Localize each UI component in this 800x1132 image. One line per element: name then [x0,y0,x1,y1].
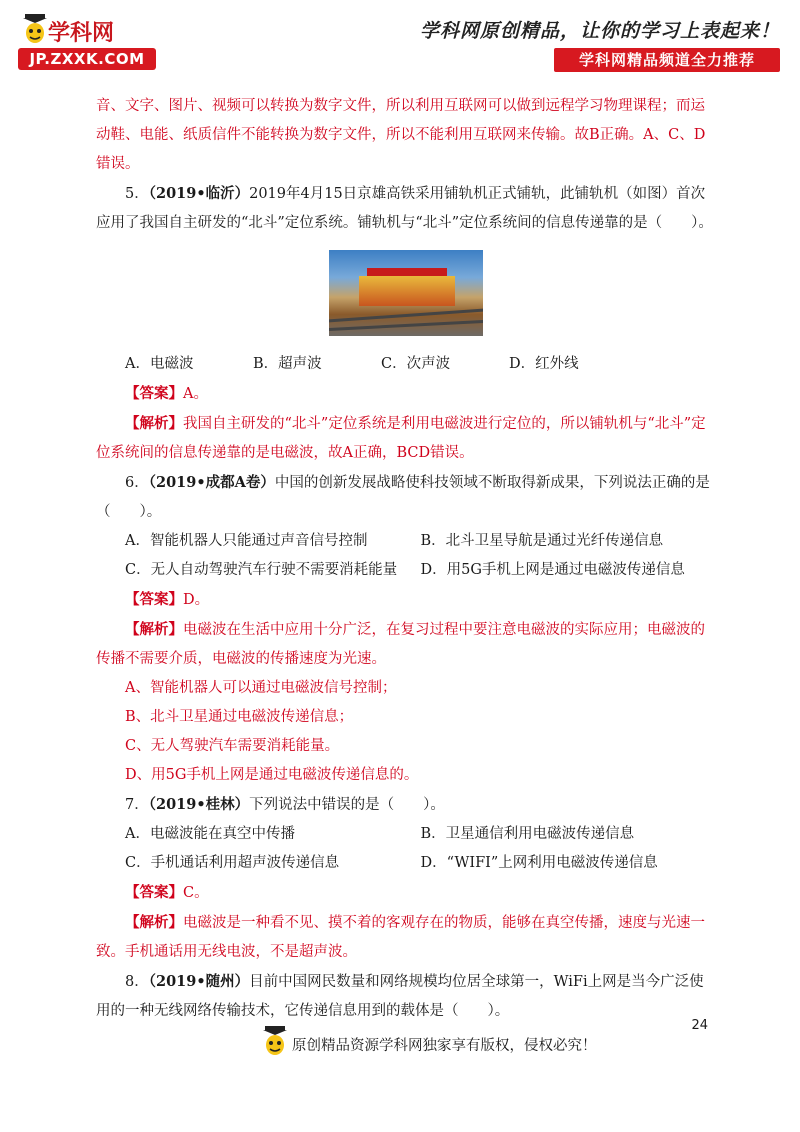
q8-number: 8． [125,974,149,990]
q6-number: 6． [125,475,149,491]
q7-option-b: B．卫星通信利用电磁波传递信息 [420,826,635,842]
q6-stem [96,468,716,527]
q6-option-a: A．智能机器人只能通过声音信号控制 [125,533,368,549]
q6-analysis-line: B、北斗卫星通过电磁波传递信息； [125,709,354,725]
answer-tag: 【答案】 [125,884,183,901]
q6-analysis-line: A、智能机器人可以通过电磁波信号控制； [125,680,397,696]
q6-analysis-line: C、无人驾驶汽车需要消耗能量。 [125,738,340,754]
document-body [96,92,716,1026]
q5-option-b: B．超声波 [253,356,322,372]
q6-options-row1 [96,527,716,556]
q6-analysis-line: D、用5G手机上网是通过电磁波传递信息的。 [125,767,419,783]
q5-answer-value: A。 [183,386,208,402]
q6-stem-text: 中国的创新发展战略使科技领域不断取得新成果，下列说法正确的是（ ）。 [96,475,710,520]
q5-answer [96,379,716,409]
header-slogan: 学科网原创精品，让你的学习上表起来！ [419,20,780,42]
photo-machine [359,276,455,306]
q5-source: （2019•临沂） [148,185,250,202]
analysis-tag: 【解析】 [125,914,183,931]
q5-option-a: A．电磁波 [125,356,194,372]
q7-option-a: A．电磁波能在真空中传播 [125,826,295,842]
q8-stem-text: 目前中国网民数量和网络规模均位居全球第一，WiFi上网是当今广泛使用的一种无线网络传输技术，它传递信息用到的载体是（ ）。 [96,974,704,1019]
q5-option-d: D．红外线 [509,356,579,372]
q6-option-d: D．用5G手机上网是通过电磁波传递信息 [420,562,685,578]
q5-stem [96,179,716,238]
q6-answer-value: D。 [183,592,210,608]
copyright-notice: 原创精品资源学科网独家享有版权，侵权必究！ [292,1038,597,1054]
q6-answer [96,585,716,615]
q8-source: （2019•随州） [148,973,250,990]
q7-analysis [96,908,716,967]
photo-rail [329,320,483,331]
photo-banner [367,268,447,276]
page-number: 24 [691,1018,708,1033]
q6-source: （2019•成都A卷） [148,474,275,491]
answer-tag: 【答案】 [125,385,183,402]
q7-analysis-text: 电磁波是一种看不见、摸不着的客观存在的物质，能够在真空传播，速度与光速一致。手机通话用无线电波，不是超声波。 [96,915,705,960]
page-header [0,0,800,80]
q7-option-d: D．“WIFI”上网利用电磁波传递信息 [420,855,658,871]
q5-number: 5． [125,186,149,202]
q5-option-c: C．次声波 [381,356,451,372]
q6-option-c: C．无人自动驾驶汽车行驶不需要消耗能量 [125,562,398,578]
q7-number: 7． [125,797,149,813]
intro-continuation: 音、文字、图片、视频可以转换为数字文件，所以利用互联网可以做到远程学习物理课程；而运动鞋、电能、纸质信件不能转换为数字文件，所以不能利用互联网来传输。故B正确。A、C、D错误。 [96,98,706,172]
q7-options-row1 [96,820,716,849]
q5-analysis [96,409,716,468]
q5-stem-text: 2019年4月15日京雄高铁采用铺轨机正式铺轨，此铺轨机（如图）首次应用了我国自主研发的“北斗”定位系统。铺轨机与“北斗”定位系统间的信息传递靠的是（ ）。 [96,186,713,231]
channel-banner: 学科网精品频道全力推荐 [554,48,780,72]
q7-answer-value: C。 [183,885,209,901]
mascot-icon [20,14,50,48]
q6-options-row2 [96,556,716,585]
logo-url[interactable]: JP.ZXXK.COM [18,48,156,70]
q7-stem-text: 下列说法中错误的是（ ）。 [249,797,445,813]
page-footer [0,1010,800,1070]
q7-stem [96,790,716,820]
q7-source: （2019•桂林） [148,796,250,813]
analysis-tag: 【解析】 [125,415,183,432]
analysis-tag: 【解析】 [125,621,183,638]
q6-analysis-text: 电磁波在生活中应用十分广泛，在复习过程中要注意电磁波的实际应用；电磁波的传播不需要介质，电磁波的传播速度为光速。 [96,622,705,667]
q6-analysis [96,615,716,674]
logo-text: 学科网 [48,21,115,46]
q6-option-b: B．北斗卫星导航是通过光纤传递信息 [420,533,664,549]
track-laying-machine-photo [329,250,483,336]
zxxk-logo[interactable] [18,14,168,74]
q5-options [96,350,716,379]
q7-options-row2 [96,849,716,878]
q5-analysis-text: 我国自主研发的“北斗”定位系统是利用电磁波进行定位的，所以铺轨机与“北斗”定位系统间的信息传递靠的是电磁波，故A正确，BCD错误。 [96,416,706,461]
mascot-icon [260,1026,290,1060]
q7-option-c: C．手机通话利用超声波传递信息 [125,855,340,871]
answer-tag: 【答案】 [125,591,183,608]
q7-answer [96,878,716,908]
